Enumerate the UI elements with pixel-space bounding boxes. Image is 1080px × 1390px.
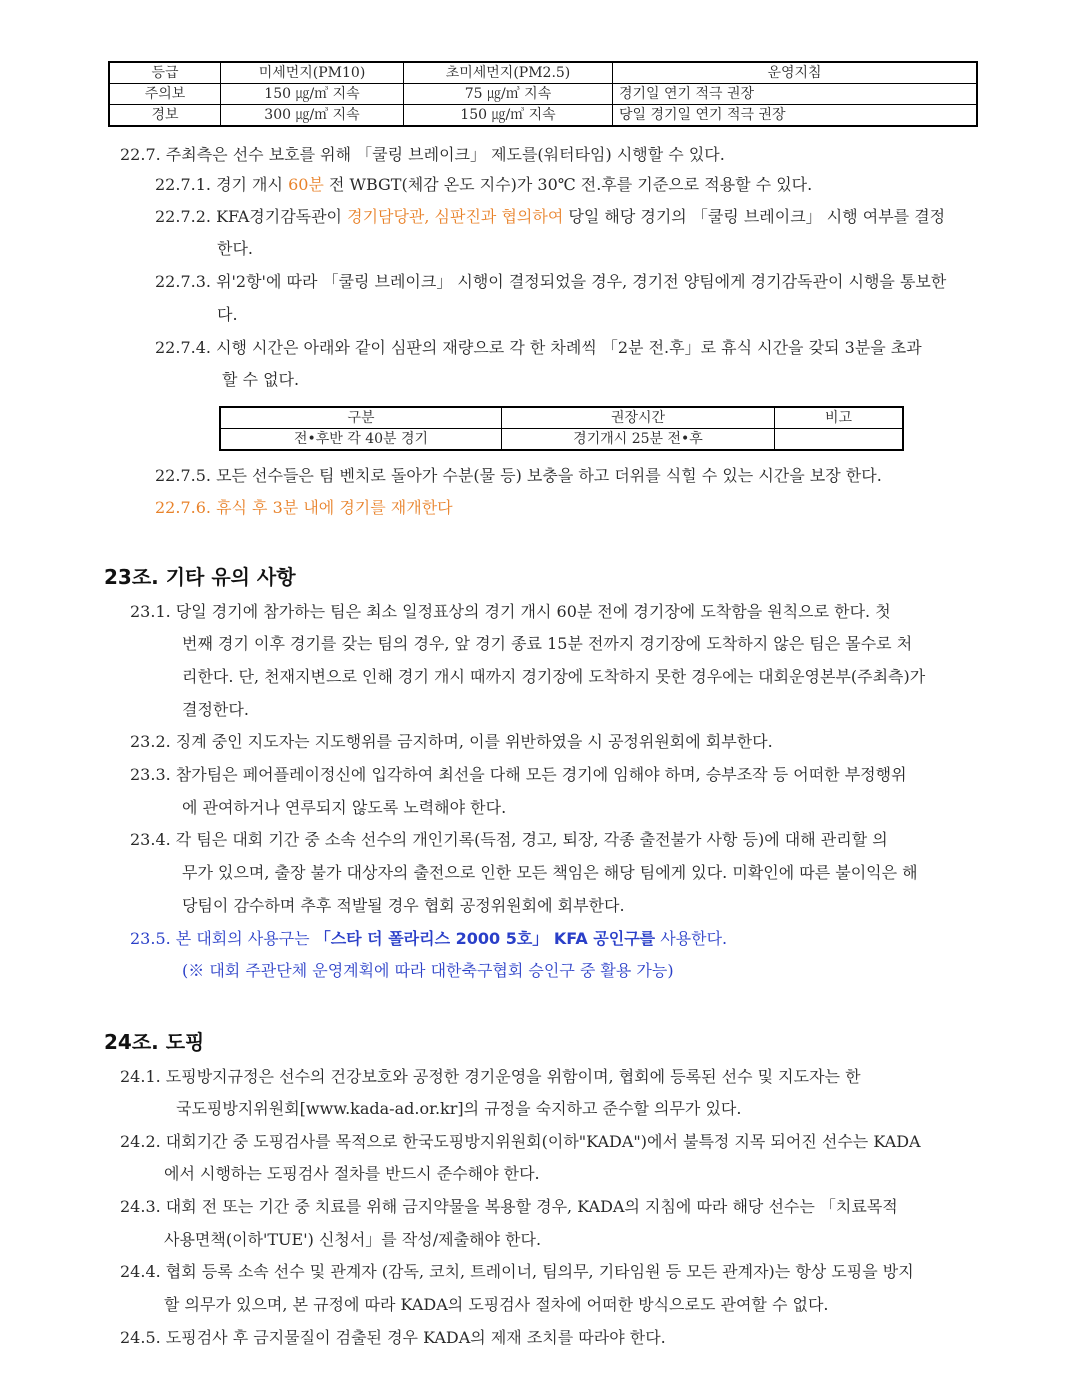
clause-23-1-cont: 번째 경기 이후 경기를 갖는 팀의 경우, 앞 경기 종료 15분 전까지 경기장에 도착하지 않은 팀은 몰수로 처 — [182, 634, 913, 653]
table-header-row — [109, 62, 977, 84]
clause-text: 22.7.2. KFA경기감독관이 — [155, 207, 348, 226]
table-header: 등급 — [109, 62, 221, 84]
clause-24-5: 24.5. 도핑검사 후 금지물질이 검출된 경우 KADA의 제재 조치를 따라야 한다. — [120, 1328, 666, 1347]
table-row — [220, 429, 903, 451]
clause-22-7-6: 22.7.6. 휴식 후 3분 내에 경기를 재개한다 — [155, 498, 453, 517]
table-cell: 경기개시 25분 전•후 — [502, 429, 775, 451]
table-header: 비고 — [775, 407, 904, 429]
highlight-text: 60분 — [288, 175, 324, 194]
clause-22-7-3: 22.7.3. 위'2항'에 따라 「쿨링 브레이크」 시행이 결정되었을 경우, 경기전 양팀에게 경기감독관이 시행을 통보한 — [155, 272, 947, 291]
clause-text: 22.7.1. 경기 개시 — [155, 175, 289, 194]
fine-dust-table — [108, 61, 978, 127]
table-cell: 150 ㎍/㎥ 지속 — [221, 84, 404, 105]
clause-text: 당일 해당 경기의 「쿨링 브레이크」 시행 여부를 결정 — [563, 207, 946, 226]
table-header: 미세먼지(PM10) — [221, 62, 404, 84]
clause-22-7-1 — [155, 174, 812, 196]
clause-22-7-4: 22.7.4. 시행 시간은 아래와 같이 심판의 재량으로 각 한 차례씩 「2분 전.후」로 휴식 시간을 갖되 3분을 초과 — [155, 338, 922, 357]
clause-24-1: 24.1. 도핑방지규정은 선수의 건강보호와 공정한 경기운영을 위함이며, 협회에 등록된 선수 및 지도자는 한 — [120, 1067, 861, 1086]
highlight-text: 경기담당관, 심판진과 협의하여 — [347, 207, 564, 226]
table-row — [109, 84, 977, 105]
section-24-title: 24조. 도핑 — [104, 1030, 205, 1054]
clause-23-4-cont: 무가 있으며, 출장 불가 대상자의 출전으로 인한 모든 책임은 해당 팀에게 있다. 미확인에 따른 불이익은 해 — [182, 863, 918, 882]
table-header: 권장시간 — [502, 407, 775, 429]
clause-text: 23.5. 본 대회의 사용구는 — [130, 929, 315, 948]
table-cell: 전•후반 각 40분 경기 — [220, 429, 502, 451]
clause-24-2-cont: 에서 시행하는 도핑검사 절차를 반드시 준수해야 한다. — [164, 1164, 540, 1183]
table-header: 초미세먼지(PM2.5) — [404, 62, 613, 84]
clause-22-7: 22.7. 주최측은 선수 보호를 위해 「쿨링 브레이크」 제도를(워터타임) 시행할 수 있다. — [120, 145, 725, 164]
clause-text: 전 WBGT(체감 온도 지수)가 30℃ 전.후를 기준으로 적용할 수 있다. — [323, 175, 813, 194]
table-cell: 경기일 연기 적극 권장 — [613, 84, 978, 105]
section-23-title: 23조. 기타 유의 사항 — [104, 565, 296, 589]
table-header: 구분 — [220, 407, 502, 429]
table-cell: 경보 — [109, 105, 221, 127]
ball-name: 「스타 더 폴라리스 2000 5호」 KFA 공인구를 — [314, 929, 656, 948]
table-cell: 75 ㎍/㎥ 지속 — [404, 84, 613, 105]
clause-24-1-cont: 국도핑방지위원회[www.kada-ad.or.kr]의 규정을 숙지하고 준수할 의무가 있다. — [176, 1099, 742, 1118]
clause-23-1-cont: 리한다. 단, 천재지변으로 인해 경기 개시 때까지 경기장에 도착하지 못한 경우에는 대회운영본부(주최측)가 — [182, 667, 926, 686]
clause-24-3: 24.3. 대회 전 또는 기간 중 치료를 위해 금지약물을 복용할 경우, KADA의 지침에 따라 해당 선수는 「치료목적 — [120, 1197, 898, 1216]
clause-24-3-cont: 사용면책(이하'TUE') 신청서」를 작성/제출해야 한다. — [164, 1230, 542, 1249]
table-cell — [775, 429, 904, 451]
clause-23-4: 23.4. 각 팀은 대회 기간 중 소속 선수의 개인기록(득점, 경고, 퇴장, 각종 출전불가 사항 등)에 대해 관리할 의 — [130, 830, 888, 849]
clause-22-7-2-cont: 한다. — [217, 239, 253, 258]
clause-22-7-3-cont: 다. — [217, 305, 238, 324]
clause-23-5 — [130, 928, 727, 950]
table-header: 운영지침 — [613, 62, 978, 84]
clause-22-7-5: 22.7.5. 모든 선수들은 팀 벤치로 돌아가 수분(물 등) 보충을 하고 더위를 식힐 수 있는 시간을 보장 한다. — [155, 466, 882, 485]
clause-24-4: 24.4. 협회 등록 소속 선수 및 관계자 (감독, 코치, 트레이너, 팀의무, 기타임원 등 모든 관계자)는 항상 도핑을 방지 — [120, 1262, 914, 1281]
clause-23-1: 23.1. 당일 경기에 참가하는 팀은 최소 일정표상의 경기 개시 60분 전에 경기장에 도착함을 원칙으로 한다. 첫 — [130, 602, 891, 621]
table-cell: 150 ㎍/㎥ 지속 — [404, 105, 613, 127]
table-header-row — [220, 407, 903, 429]
clause-22-7-2 — [155, 206, 945, 228]
clause-23-2: 23.2. 징계 중인 지도자는 지도행위를 금지하며, 이를 위반하였을 시 공정위원회에 회부한다. — [130, 732, 773, 751]
clause-23-4-cont: 당팀이 감수하며 추후 적발될 경우 협회 공정위원회에 회부한다. — [182, 896, 625, 915]
clause-text: 사용한다. — [655, 929, 728, 948]
table-cell: 주의보 — [109, 84, 221, 105]
clause-22-7-4-cont: 할 수 없다. — [222, 370, 300, 389]
clause-23-5-note: (※ 대회 주관단체 운영계획에 따라 대한축구협회 승인구 중 활용 가능) — [182, 961, 674, 980]
table-row — [109, 105, 977, 127]
table-cell: 당일 경기일 연기 적극 권장 — [613, 105, 978, 127]
clause-23-3: 23.3. 참가팀은 페어플레이정신에 입각하여 최선을 다해 모든 경기에 임해야 하며, 승부조작 등 어떠한 부정행위 — [130, 765, 907, 784]
clause-23-1-cont: 결정한다. — [182, 700, 249, 719]
table-cell: 300 ㎍/㎥ 지속 — [221, 105, 404, 127]
clause-24-4-cont: 할 의무가 있으며, 본 규정에 따라 KADA의 도핑검사 절차에 어떠한 방식으로도 관여할 수 없다. — [164, 1295, 829, 1314]
clause-24-2: 24.2. 대회기간 중 도핑검사를 목적으로 한국도핑방지위원회(이하"KADA")에서 불특정 지목 되어진 선수는 KADA — [120, 1132, 921, 1151]
clause-23-3-cont: 에 관여하거나 연루되지 않도록 노력해야 한다. — [182, 798, 507, 817]
cooling-break-table — [219, 406, 904, 451]
